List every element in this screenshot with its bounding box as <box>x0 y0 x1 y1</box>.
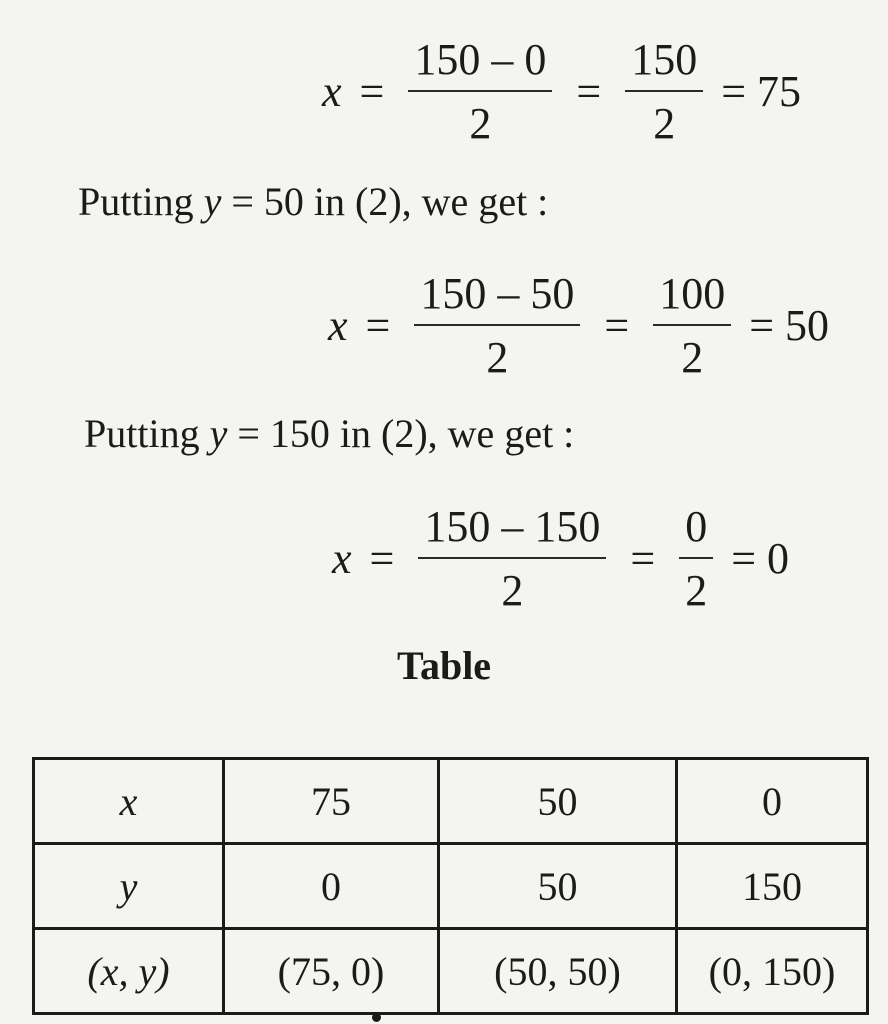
table-row <box>34 759 868 844</box>
table-cell: 0 <box>677 759 868 844</box>
fraction <box>679 502 713 615</box>
row-header-xy: (x, y) <box>34 929 224 1014</box>
fraction <box>408 35 552 148</box>
statement-suffix: = 50 in (2), we get : <box>221 179 549 224</box>
fraction-denominator: 2 <box>469 99 492 148</box>
table-cell: 50 <box>439 844 677 929</box>
fraction-numerator: 150 – 150 <box>424 502 601 551</box>
table-cell: (0, 150) <box>677 929 868 1014</box>
equation-x-50 <box>328 269 830 382</box>
equation-result: = 0 <box>731 534 790 583</box>
fraction-numerator: 100 <box>659 269 726 318</box>
fraction-numerator: 150 – 50 <box>420 269 575 318</box>
statement-y-50 <box>78 179 549 224</box>
row-header-x: x <box>34 759 224 844</box>
equation-lhs: x <box>328 301 348 350</box>
equation-lhs: x <box>322 67 342 116</box>
table-cell: 75 <box>224 759 439 844</box>
table-cell: (50, 50) <box>439 929 677 1014</box>
table-cell: 0 <box>224 844 439 929</box>
ink-dot <box>372 1013 381 1022</box>
fraction-denominator: 2 <box>681 333 704 382</box>
equation-result: = 75 <box>721 67 802 116</box>
statement-variable: y <box>209 411 228 456</box>
fraction-numerator: 150 <box>631 35 698 84</box>
fraction-numerator: 0 <box>685 502 708 551</box>
row-header-y: y <box>34 844 224 929</box>
fraction-denominator: 2 <box>486 333 509 382</box>
equation-lhs: x <box>332 534 352 583</box>
equals-sign: = <box>359 67 385 116</box>
table-cell: 50 <box>439 759 677 844</box>
fraction-denominator: 2 <box>653 99 676 148</box>
equation-x-0 <box>332 502 790 615</box>
statement-prefix: Putting <box>78 179 204 224</box>
fraction <box>414 269 580 382</box>
equals-sign: = <box>576 67 602 116</box>
table-cell: (75, 0) <box>224 929 439 1014</box>
statement-suffix: = 150 in (2), we get : <box>227 411 575 456</box>
table-cell: 150 <box>677 844 868 929</box>
equals-sign: = <box>604 301 630 350</box>
values-table <box>32 757 869 1015</box>
fraction <box>653 269 731 382</box>
statement-variable: y <box>203 179 222 224</box>
statement-y-150 <box>84 411 575 456</box>
equation-x-75 <box>322 35 802 148</box>
equals-sign: = <box>365 301 391 350</box>
equals-sign: = <box>369 534 395 583</box>
table-heading: Table <box>396 643 492 688</box>
equation-result: = 50 <box>749 301 830 350</box>
equals-sign: = <box>630 534 656 583</box>
fraction-denominator: 2 <box>501 566 524 615</box>
table-row <box>34 844 868 929</box>
fraction <box>418 502 606 615</box>
fraction-numerator: 150 – 0 <box>414 35 547 84</box>
fraction <box>625 35 703 148</box>
table-row <box>34 929 868 1014</box>
statement-prefix: Putting <box>84 411 210 456</box>
fraction-denominator: 2 <box>685 566 708 615</box>
